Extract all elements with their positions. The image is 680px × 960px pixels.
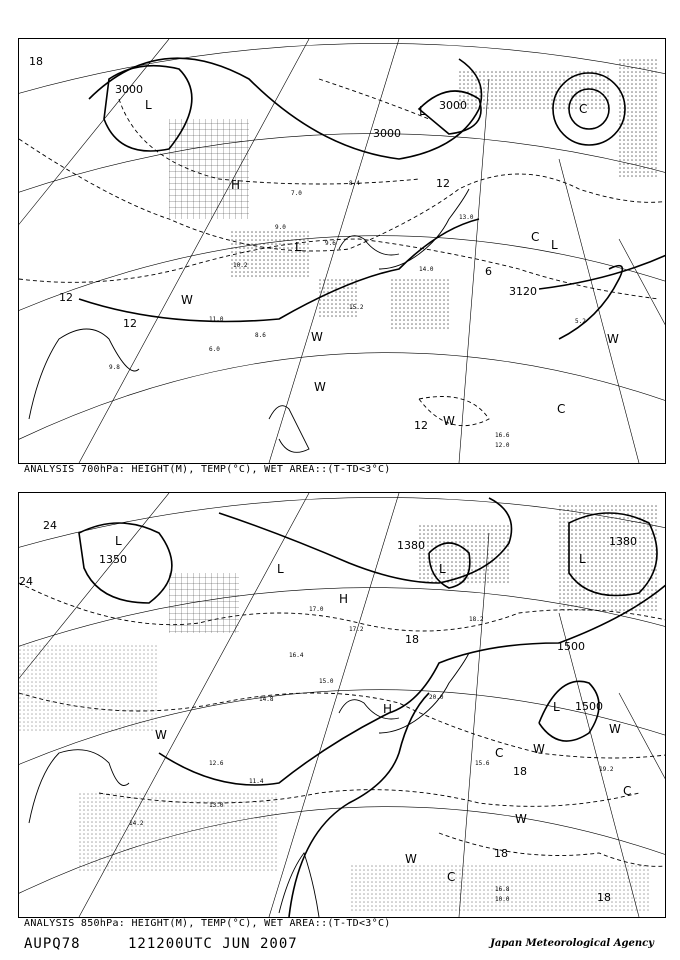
- height-label: 1380: [397, 539, 425, 552]
- low-center: L: [277, 562, 284, 576]
- height-label: 1380: [609, 535, 637, 548]
- low-center: L: [419, 104, 426, 118]
- high-center: H: [339, 592, 349, 606]
- temp-label: 12: [436, 177, 450, 190]
- station-plot: 11.0: [209, 316, 224, 323]
- station-plot: 13.0: [209, 802, 224, 809]
- warm-center: W: [311, 330, 323, 344]
- station-plot: 12.0: [495, 442, 510, 449]
- warm-center: W: [155, 728, 167, 742]
- temp-label: 12: [414, 419, 428, 432]
- low-center: L: [579, 552, 586, 566]
- station-plot: 13.0: [459, 214, 474, 221]
- station-plot: 10.0: [495, 896, 510, 903]
- station-plot: 15.6: [475, 760, 490, 767]
- cold-center: C: [557, 402, 566, 416]
- station-plot: 16.4: [289, 652, 304, 659]
- warm-center: W: [609, 722, 621, 736]
- warm-center: W: [515, 812, 527, 826]
- temp-label: 12: [59, 291, 73, 304]
- temperature-isotherms: [19, 79, 665, 426]
- temp-label: 18: [513, 765, 527, 778]
- wet-area-crosshatch: [169, 573, 239, 633]
- warm-center: W: [314, 380, 326, 394]
- station-plot: 9.8: [109, 364, 120, 371]
- caption-700hpa: ANALYSIS 700hPa: HEIGHT(M), TEMP(°C), WET AREA::(T-TD<3°C): [24, 464, 391, 475]
- warm-center: W: [405, 852, 417, 866]
- cold-center: C: [447, 870, 456, 884]
- station-plot: 11.4: [249, 778, 264, 785]
- cold-center: C: [579, 102, 588, 116]
- low-center: L: [295, 240, 302, 254]
- station-plot: 20.0: [429, 694, 444, 701]
- temp-label: 24: [19, 575, 33, 588]
- station-plot: 8.6: [255, 332, 266, 339]
- station-plot: 18.2: [469, 616, 484, 623]
- high-center: H: [231, 178, 241, 192]
- temp-label: 18: [405, 633, 419, 646]
- chart-id: AUPQ78: [24, 936, 81, 952]
- station-plot: 10.2: [233, 262, 248, 269]
- station-plot: 14.2: [129, 820, 144, 827]
- height-label: 3000: [115, 83, 143, 96]
- temp-label: 18: [29, 55, 43, 68]
- temp-label: 18: [597, 891, 611, 904]
- station-plot: 6.0: [209, 346, 220, 353]
- station-plot: 8.4: [349, 180, 360, 187]
- warm-center: W: [181, 293, 193, 307]
- warm-center: W: [533, 742, 545, 756]
- height-label: 1500: [575, 700, 603, 713]
- caption-850hpa: ANALYSIS 850hPa: HEIGHT(M), TEMP(°C), WET AREA::(T-TD<3°C): [24, 918, 391, 929]
- low-center: L: [439, 562, 446, 576]
- low-center: L: [551, 238, 558, 252]
- station-plot: 5.2: [575, 318, 586, 325]
- station-plot: 19.2: [599, 766, 614, 773]
- height-label: 1500: [557, 640, 585, 653]
- map-panel-850hpa: [18, 492, 666, 918]
- station-plot: 7.0: [291, 190, 302, 197]
- low-center: L: [145, 98, 152, 112]
- height-label: 1350: [99, 553, 127, 566]
- station-plot: 9.0: [275, 224, 286, 231]
- station-plot: 9.6: [325, 240, 336, 247]
- station-plot: 14.0: [419, 266, 434, 273]
- station-plot: 16.8: [495, 886, 510, 893]
- station-plot: 16.6: [495, 432, 510, 439]
- warm-center: W: [607, 332, 619, 346]
- temp-label: 12: [123, 317, 137, 330]
- map-panel-700hpa: [18, 38, 666, 464]
- height-label: 3120: [509, 285, 537, 298]
- low-center: L: [115, 534, 122, 548]
- valid-time: 121200UTC JUN 2007: [128, 936, 298, 952]
- station-plot: 15.2: [349, 304, 364, 311]
- temp-label: 6: [485, 265, 492, 278]
- map-850hpa-canvas: [19, 493, 665, 917]
- cold-center: C: [623, 784, 632, 798]
- station-plot: 15.0: [319, 678, 334, 685]
- station-plot: 12.6: [209, 760, 224, 767]
- station-plot: 14.8: [259, 696, 274, 703]
- warm-center: W: [443, 414, 455, 428]
- temp-label: 18: [494, 847, 508, 860]
- station-plot: 17.2: [349, 626, 364, 633]
- height-label: 3000: [439, 99, 467, 112]
- high-center: H: [383, 702, 393, 716]
- height-label: 3000: [373, 127, 401, 140]
- station-plot: 17.0: [309, 606, 324, 613]
- agency-credit: Japan Meteorological Agency: [490, 938, 654, 949]
- cold-center: C: [495, 746, 504, 760]
- temp-label: 24: [43, 519, 57, 532]
- cold-center: C: [531, 230, 540, 244]
- low-center: L: [553, 700, 560, 714]
- map-700hpa-canvas: [19, 39, 665, 463]
- wet-area-crosshatch: [169, 119, 249, 219]
